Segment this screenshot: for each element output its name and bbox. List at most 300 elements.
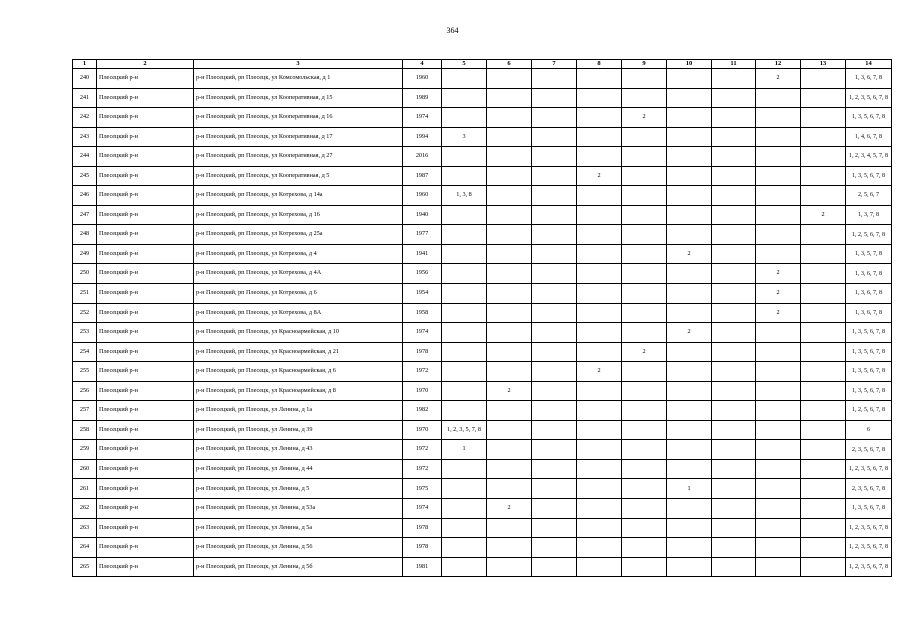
table-cell-col1: 250 — [73, 264, 97, 284]
table-cell-col1: 256 — [73, 381, 97, 401]
table-cell-col2: Плесецкий р-н — [97, 342, 194, 362]
page-number: 364 — [446, 26, 459, 35]
table-cell-col13 — [801, 284, 846, 304]
table-cell-col7 — [532, 303, 577, 323]
table-cell-col12 — [756, 186, 801, 206]
table-cell-col5 — [442, 69, 487, 89]
table-cell-col6 — [487, 264, 532, 284]
table-cell-col10: 2 — [667, 244, 712, 264]
table-cell-col14: 2, 5, 6, 7 — [846, 186, 892, 206]
table-cell-col10: 1 — [667, 479, 712, 499]
table-row — [73, 440, 892, 460]
table-cell-col4: 1978 — [403, 518, 442, 538]
table-cell-col7 — [532, 401, 577, 421]
table-cell-col4: 2016 — [403, 147, 442, 167]
table-cell-col1: 262 — [73, 499, 97, 519]
table-cell-col8 — [577, 205, 622, 225]
table-cell-col8 — [577, 108, 622, 128]
table-cell-col14: 1, 3, 6, 7, 8 — [846, 303, 892, 323]
table-cell-col10 — [667, 166, 712, 186]
table-cell-col12 — [756, 518, 801, 538]
table-cell-col1: 260 — [73, 459, 97, 479]
table-cell-col4: 1960 — [403, 186, 442, 206]
table-cell-col13 — [801, 225, 846, 245]
table-cell-col10 — [667, 557, 712, 577]
table-cell-col11 — [712, 499, 756, 519]
table-cell-col3: р-н Плесецкий, рп Плесецк, ул Котрехова, д 8А — [194, 303, 403, 323]
table-cell-col11 — [712, 323, 756, 343]
table-cell-col12 — [756, 401, 801, 421]
table-cell-col5 — [442, 108, 487, 128]
table-cell-col2: Плесецкий р-н — [97, 459, 194, 479]
table-cell-col7 — [532, 225, 577, 245]
table-cell-col12 — [756, 362, 801, 382]
table-cell-col5 — [442, 342, 487, 362]
table-cell-col11 — [712, 127, 756, 147]
table-cell-col3: р-н Плесецкий, рп Плесецк, ул Ленина, д 56 — [194, 538, 403, 558]
table-cell-col8: 2 — [577, 362, 622, 382]
table-cell-col11 — [712, 342, 756, 362]
table-cell-col9: 2 — [622, 342, 667, 362]
table-cell-col8 — [577, 342, 622, 362]
table-cell-col5 — [442, 303, 487, 323]
table-cell-col3: р-н Плесецкий, рп Плесецк, ул Ленина, д 43 — [194, 440, 403, 460]
table-cell-col12: 2 — [756, 264, 801, 284]
table-cell-col5 — [442, 538, 487, 558]
table-cell-col13 — [801, 108, 846, 128]
header-row — [73, 60, 892, 69]
table-cell-col3: р-н Плесецкий, рп Плесецк, ул Котрехова, д 4 — [194, 244, 403, 264]
table-cell-col10 — [667, 225, 712, 245]
table-cell-col12 — [756, 244, 801, 264]
table-cell-col5 — [442, 459, 487, 479]
table-cell-col3: р-н Плесецкий, рп Плесецк, ул Кооперативная, д 15 — [194, 88, 403, 108]
table-cell-col11 — [712, 186, 756, 206]
table-cell-col12: 2 — [756, 69, 801, 89]
table-cell-col12 — [756, 538, 801, 558]
table-cell-col8 — [577, 459, 622, 479]
table-cell-col3: р-н Плесецкий, рп Плесецк, ул Котрехова, д 4А — [194, 264, 403, 284]
table-cell-col8 — [577, 284, 622, 304]
table-cell-col10 — [667, 108, 712, 128]
table-cell-col12 — [756, 459, 801, 479]
table-cell-col5 — [442, 147, 487, 167]
table-cell-col11 — [712, 459, 756, 479]
table-cell-col6 — [487, 401, 532, 421]
table-cell-col1: 265 — [73, 557, 97, 577]
table-cell-col14: 1, 2, 5, 6, 7, 8 — [846, 225, 892, 245]
table-cell-col5: 1 — [442, 440, 487, 460]
column-header-10: 10 — [667, 60, 712, 69]
table-cell-col8 — [577, 147, 622, 167]
table-cell-col6 — [487, 69, 532, 89]
table-cell-col11 — [712, 479, 756, 499]
table-cell-col5 — [442, 88, 487, 108]
table-cell-col11 — [712, 225, 756, 245]
table-cell-col9 — [622, 440, 667, 460]
table-cell-col3: р-н Плесецкий, рп Плесецк, ул Ленина, д 53а — [194, 499, 403, 519]
table-cell-col12 — [756, 147, 801, 167]
table-cell-col11 — [712, 420, 756, 440]
table-cell-col12 — [756, 127, 801, 147]
table-cell-col1: 240 — [73, 69, 97, 89]
table-cell-col6 — [487, 303, 532, 323]
table-cell-col6 — [487, 108, 532, 128]
table-cell-col14: 1, 2, 3, 5, 6, 7, 8 — [846, 459, 892, 479]
table-cell-col10 — [667, 205, 712, 225]
table-cell-col5: 1, 3, 8 — [442, 186, 487, 206]
table-cell-col6 — [487, 88, 532, 108]
table-body — [73, 69, 892, 577]
table-cell-col1: 263 — [73, 518, 97, 538]
table-cell-col13 — [801, 147, 846, 167]
table-row — [73, 186, 892, 206]
table-cell-col6 — [487, 225, 532, 245]
table-cell-col7 — [532, 284, 577, 304]
table-cell-col2: Плесецкий р-н — [97, 147, 194, 167]
table-cell-col8 — [577, 440, 622, 460]
table-cell-col11 — [712, 69, 756, 89]
table-cell-col11 — [712, 244, 756, 264]
table-cell-col9 — [622, 401, 667, 421]
table-cell-col6 — [487, 518, 532, 538]
table-cell-col10 — [667, 264, 712, 284]
table-cell-col6 — [487, 284, 532, 304]
table-cell-col10 — [667, 342, 712, 362]
table-cell-col13 — [801, 127, 846, 147]
table-cell-col2: Плесецкий р-н — [97, 518, 194, 538]
table-cell-col13 — [801, 342, 846, 362]
table-cell-col14: 1, 3, 5, 6, 7, 8 — [846, 166, 892, 186]
table-cell-col7 — [532, 88, 577, 108]
table-cell-col8 — [577, 244, 622, 264]
table-row — [73, 538, 892, 558]
table-cell-col13 — [801, 518, 846, 538]
table-cell-col8 — [577, 401, 622, 421]
table-cell-col4: 1974 — [403, 323, 442, 343]
table-cell-col4: 1958 — [403, 303, 442, 323]
table-cell-col6 — [487, 205, 532, 225]
column-header-6: 6 — [487, 60, 532, 69]
table-cell-col11 — [712, 147, 756, 167]
table-cell-col6 — [487, 244, 532, 264]
table-cell-col10 — [667, 186, 712, 206]
table-cell-col1: 245 — [73, 166, 97, 186]
table-cell-col11 — [712, 108, 756, 128]
table-row — [73, 284, 892, 304]
table-cell-col3: р-н Плесецкий, рп Плесецк, ул Котрехова, д 14а — [194, 186, 403, 206]
table-cell-col11 — [712, 538, 756, 558]
table-cell-col9 — [622, 147, 667, 167]
table-cell-col5 — [442, 264, 487, 284]
table-cell-col5: 1, 2, 3, 5, 7, 8 — [442, 420, 487, 440]
table-cell-col11 — [712, 362, 756, 382]
table-cell-col11 — [712, 88, 756, 108]
table-cell-col8 — [577, 69, 622, 89]
table-cell-col2: Плесецкий р-н — [97, 440, 194, 460]
table-row — [73, 342, 892, 362]
table-cell-col13 — [801, 381, 846, 401]
table-cell-col3: р-н Плесецкий, рп Плесецк, ул Ленина, д 5б — [194, 557, 403, 577]
table-cell-col1: 241 — [73, 88, 97, 108]
table-row — [73, 127, 892, 147]
table-cell-col2: Плесецкий р-н — [97, 69, 194, 89]
table-cell-col7 — [532, 499, 577, 519]
table-cell-col14: 1, 3, 5, 6, 7, 8 — [846, 499, 892, 519]
column-header-2: 2 — [97, 60, 194, 69]
column-header-7: 7 — [532, 60, 577, 69]
column-header-13: 13 — [801, 60, 846, 69]
table-cell-col5 — [442, 284, 487, 304]
table-cell-col13 — [801, 186, 846, 206]
table-cell-col14: 1, 2, 3, 5, 6, 7, 8 — [846, 518, 892, 538]
column-header-11: 11 — [712, 60, 756, 69]
table-cell-col8 — [577, 186, 622, 206]
table-cell-col2: Плесецкий р-н — [97, 538, 194, 558]
table-cell-col8 — [577, 225, 622, 245]
table-row — [73, 518, 892, 538]
table-cell-col1: 249 — [73, 244, 97, 264]
table-row — [73, 303, 892, 323]
table-cell-col1: 261 — [73, 479, 97, 499]
table-cell-col2: Плесецкий р-н — [97, 166, 194, 186]
table-row — [73, 205, 892, 225]
table-cell-col2: Плесецкий р-н — [97, 479, 194, 499]
table-cell-col3: р-н Плесецкий, рп Плесецк, ул Красноармейская, д 6 — [194, 362, 403, 382]
table-cell-col6 — [487, 323, 532, 343]
table-cell-col8 — [577, 479, 622, 499]
table-cell-col9 — [622, 127, 667, 147]
table-cell-col2: Плесецкий р-н — [97, 381, 194, 401]
column-header-5: 5 — [442, 60, 487, 69]
table-cell-col11 — [712, 303, 756, 323]
table-cell-col9 — [622, 264, 667, 284]
table-cell-col11 — [712, 401, 756, 421]
table-cell-col10 — [667, 69, 712, 89]
table-cell-col3: р-н Плесецкий, рп Плесецк, ул Красноармейская, д 10 — [194, 323, 403, 343]
table-cell-col4: 1978 — [403, 342, 442, 362]
table-cell-col3: р-н Плесецкий, рп Плесецк, ул Кооперативная, д 16 — [194, 108, 403, 128]
table-cell-col13 — [801, 440, 846, 460]
table-cell-col6 — [487, 459, 532, 479]
table-cell-col10 — [667, 420, 712, 440]
table-cell-col7 — [532, 362, 577, 382]
table-cell-col8 — [577, 518, 622, 538]
table-row — [73, 459, 892, 479]
table-cell-col9 — [622, 323, 667, 343]
table-cell-col7 — [532, 127, 577, 147]
table-cell-col2: Плесецкий р-н — [97, 205, 194, 225]
table-cell-col12 — [756, 499, 801, 519]
table-cell-col9 — [622, 381, 667, 401]
table-cell-col4: 1941 — [403, 244, 442, 264]
table-cell-col4: 1972 — [403, 440, 442, 460]
table-cell-col6 — [487, 479, 532, 499]
table-cell-col6 — [487, 557, 532, 577]
table-cell-col7 — [532, 166, 577, 186]
table-cell-col10 — [667, 518, 712, 538]
table-cell-col9 — [622, 186, 667, 206]
table-cell-col2: Плесецкий р-н — [97, 420, 194, 440]
table-cell-col13 — [801, 499, 846, 519]
table-cell-col1: 257 — [73, 401, 97, 421]
table-cell-col9 — [622, 459, 667, 479]
table-cell-col10 — [667, 127, 712, 147]
table-cell-col7 — [532, 538, 577, 558]
table-cell-col14: 1, 2, 3, 4, 5, 7, 8 — [846, 147, 892, 167]
table-cell-col10 — [667, 499, 712, 519]
table-cell-col13 — [801, 362, 846, 382]
table-cell-col2: Плесецкий р-н — [97, 244, 194, 264]
table-cell-col12 — [756, 225, 801, 245]
table-row — [73, 88, 892, 108]
table-cell-col14: 1, 3, 5, 7, 8 — [846, 244, 892, 264]
table-cell-col12 — [756, 88, 801, 108]
table-cell-col8 — [577, 381, 622, 401]
table-cell-col9 — [622, 88, 667, 108]
table-cell-col7 — [532, 518, 577, 538]
table-cell-col1: 246 — [73, 186, 97, 206]
table-cell-col1: 242 — [73, 108, 97, 128]
table-cell-col13 — [801, 88, 846, 108]
table-cell-col9 — [622, 244, 667, 264]
table-cell-col4: 1981 — [403, 557, 442, 577]
table-cell-col12: 2 — [756, 303, 801, 323]
table-cell-col6 — [487, 166, 532, 186]
table-cell-col12: 2 — [756, 284, 801, 304]
table-row — [73, 166, 892, 186]
table-cell-col1: 243 — [73, 127, 97, 147]
table-cell-col2: Плесецкий р-н — [97, 284, 194, 304]
table-cell-col4: 1972 — [403, 459, 442, 479]
table-cell-col11 — [712, 166, 756, 186]
table-cell-col5 — [442, 518, 487, 538]
column-header-1: 1 — [73, 60, 97, 69]
table-header — [73, 60, 892, 69]
table-row — [73, 147, 892, 167]
table-cell-col9 — [622, 557, 667, 577]
table-cell-col4: 1975 — [403, 479, 442, 499]
table-cell-col6: 2 — [487, 381, 532, 401]
table-cell-col9 — [622, 284, 667, 304]
column-header-12: 12 — [756, 60, 801, 69]
table-cell-col13 — [801, 459, 846, 479]
table-cell-col14: 1, 3, 5, 6, 7, 8 — [846, 381, 892, 401]
table-row — [73, 362, 892, 382]
table-cell-col14: 1, 2, 5, 6, 7, 8 — [846, 401, 892, 421]
table-cell-col9 — [622, 362, 667, 382]
table-cell-col10 — [667, 401, 712, 421]
table-cell-col10 — [667, 303, 712, 323]
table-cell-col4: 1954 — [403, 284, 442, 304]
table-cell-col13 — [801, 69, 846, 89]
table-cell-col8 — [577, 88, 622, 108]
table-cell-col8 — [577, 264, 622, 284]
table-cell-col14: 2, 3, 5, 6, 7, 8 — [846, 440, 892, 460]
registry-table — [72, 59, 892, 577]
table-cell-col13: 2 — [801, 205, 846, 225]
table-cell-col6 — [487, 186, 532, 206]
table-cell-col8 — [577, 538, 622, 558]
table-cell-col3: р-н Плесецкий, рп Плесецк, ул Ленина, д 5а — [194, 518, 403, 538]
table-cell-col6 — [487, 362, 532, 382]
table-cell-col7 — [532, 264, 577, 284]
table-cell-col2: Плесецкий р-н — [97, 225, 194, 245]
table-cell-col11 — [712, 557, 756, 577]
table-cell-col8 — [577, 127, 622, 147]
table-row — [73, 264, 892, 284]
table-cell-col8 — [577, 499, 622, 519]
table-cell-col6 — [487, 147, 532, 167]
table-cell-col13 — [801, 557, 846, 577]
table-cell-col13 — [801, 420, 846, 440]
table-cell-col7 — [532, 147, 577, 167]
table-cell-col14: 1, 3, 5, 6, 7, 8 — [846, 342, 892, 362]
table-cell-col14: 1, 3, 5, 6, 7, 8 — [846, 362, 892, 382]
table-cell-col4: 1970 — [403, 381, 442, 401]
table-cell-col4: 1982 — [403, 401, 442, 421]
table-cell-col5 — [442, 401, 487, 421]
table-cell-col5 — [442, 205, 487, 225]
table-row — [73, 381, 892, 401]
table-row — [73, 499, 892, 519]
table-row — [73, 244, 892, 264]
table-cell-col5 — [442, 166, 487, 186]
table-cell-col14: 1, 3, 6, 7, 8 — [846, 69, 892, 89]
table-cell-col7 — [532, 557, 577, 577]
table-cell-col2: Плесецкий р-н — [97, 127, 194, 147]
table-cell-col12 — [756, 381, 801, 401]
table-cell-col2: Плесецкий р-н — [97, 401, 194, 421]
table-cell-col5 — [442, 557, 487, 577]
table-cell-col11 — [712, 440, 756, 460]
table-cell-col13 — [801, 303, 846, 323]
table-cell-col9 — [622, 518, 667, 538]
table-cell-col10: 2 — [667, 323, 712, 343]
table-cell-col4: 1972 — [403, 362, 442, 382]
table-row — [73, 225, 892, 245]
column-header-14: 14 — [846, 60, 892, 69]
column-header-9: 9 — [622, 60, 667, 69]
table-cell-col3: р-н Плесецкий, рп Плесецк, ул Красноармейская, д 8 — [194, 381, 403, 401]
table-cell-col13 — [801, 323, 846, 343]
table-row — [73, 420, 892, 440]
table-cell-col1: 254 — [73, 342, 97, 362]
column-header-3: 3 — [194, 60, 403, 69]
table-cell-col11 — [712, 264, 756, 284]
table-cell-col7 — [532, 381, 577, 401]
table-cell-col7 — [532, 420, 577, 440]
table-cell-col7 — [532, 186, 577, 206]
table-cell-col4: 1994 — [403, 127, 442, 147]
table-cell-col9 — [622, 538, 667, 558]
table-cell-col9 — [622, 166, 667, 186]
table-cell-col9 — [622, 303, 667, 323]
table-cell-col3: р-н Плесецкий, рп Плесецк, ул Котрехова, д 6 — [194, 284, 403, 304]
table-cell-col8 — [577, 323, 622, 343]
table-cell-col12 — [756, 557, 801, 577]
table-cell-col13 — [801, 479, 846, 499]
table-cell-col8 — [577, 303, 622, 323]
table-cell-col1: 252 — [73, 303, 97, 323]
table-cell-col2: Плесецкий р-н — [97, 362, 194, 382]
table-cell-col5 — [442, 244, 487, 264]
table-cell-col13 — [801, 264, 846, 284]
column-header-8: 8 — [577, 60, 622, 69]
table-cell-col8 — [577, 420, 622, 440]
table-cell-col5 — [442, 225, 487, 245]
table-cell-col2: Плесецкий р-н — [97, 264, 194, 284]
